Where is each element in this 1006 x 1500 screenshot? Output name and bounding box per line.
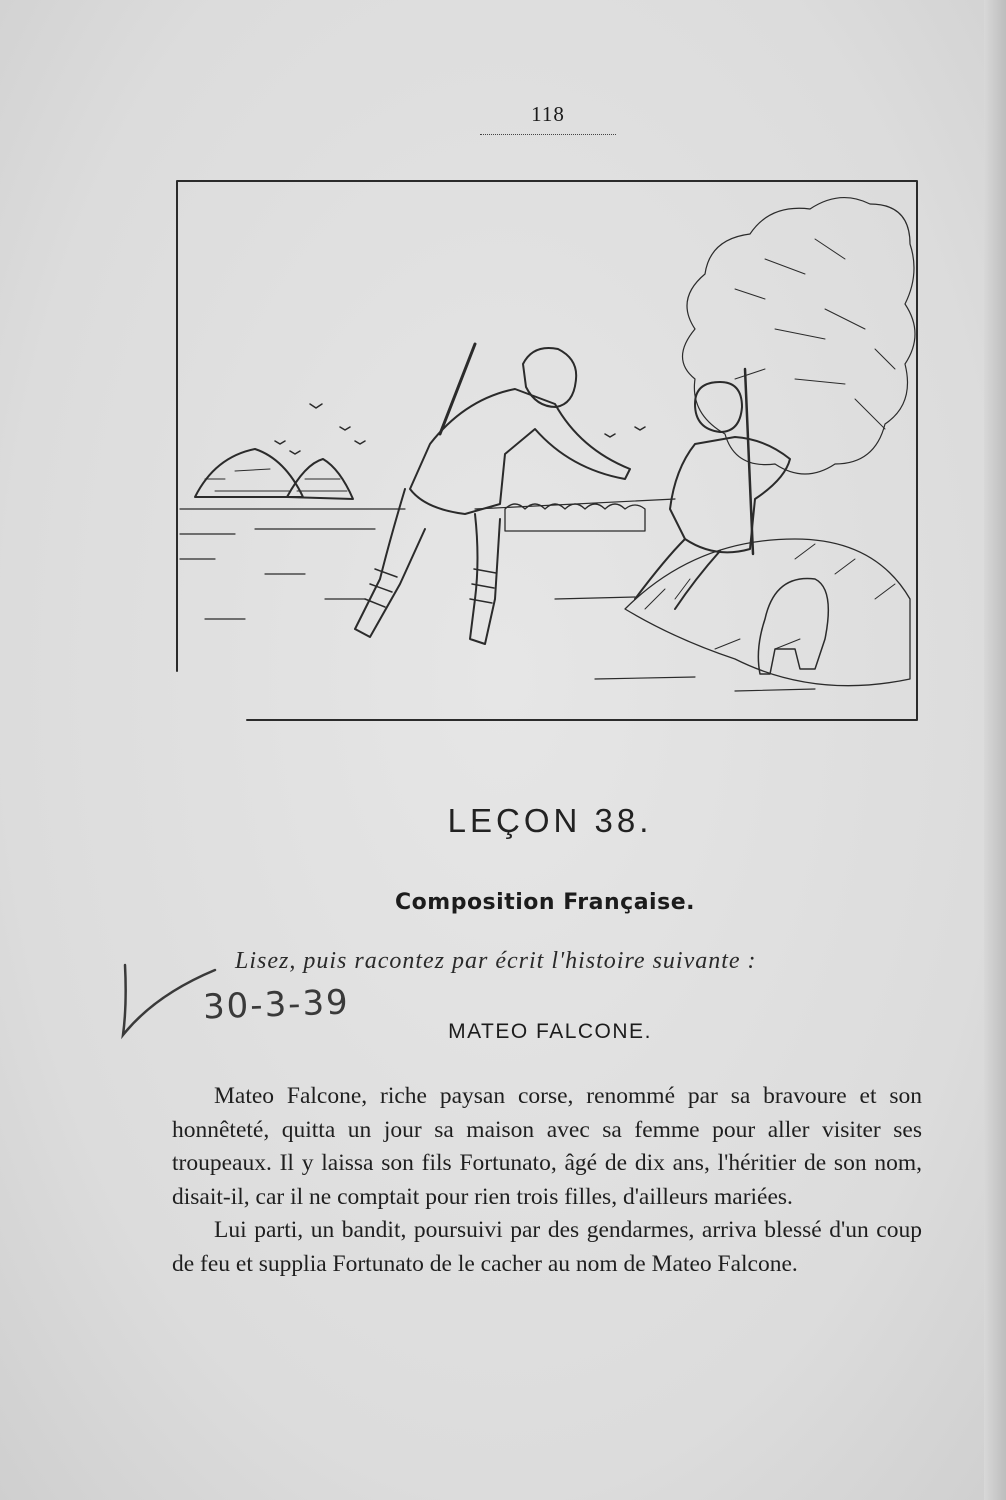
man-head	[523, 348, 576, 407]
story-paragraph: Mateo Falcone, riche paysan corse, renommé par sa bravoure et son honnêteté, quitta un jour sa maison avec sa femme pour aller visiter ses troupeaux. Il y laissa son fils Fortunato, âgé de dix ans, l'héritier de son nom, disait-il, car il ne comptait pour rien trois filles, d'ailleurs mariées.	[172, 1083, 922, 1210]
boy-body	[670, 437, 790, 552]
handwritten-date: 30-3-39	[202, 982, 351, 1028]
sheep-flock	[505, 504, 645, 531]
page-number: 118	[531, 102, 565, 126]
sheep	[758, 579, 828, 675]
illustration-frame	[177, 181, 917, 720]
man-gun	[440, 344, 475, 434]
lesson-illustration	[175, 179, 920, 722]
page-edge	[984, 0, 1006, 1500]
story-body	[172, 1080, 922, 1281]
boy-head	[695, 382, 742, 432]
story-paragraph: Lui parti, un bandit, poursuivi par des gendarmes, arriva blessé d'un coup de feu et supplia Fortunato de le cacher au nom de Mateo Falcone.	[172, 1217, 922, 1277]
page-number-rule	[480, 134, 616, 135]
section-title: Composition Française.	[395, 890, 695, 915]
illustration-drawing	[175, 179, 920, 722]
man-legs	[355, 489, 500, 644]
haystack-left	[195, 449, 303, 497]
lesson-title: LEÇON 38.	[447, 802, 653, 839]
story-title: MATEO FALCONE.	[448, 1020, 652, 1043]
man-body	[410, 389, 630, 514]
instruction-text: Lisez, puis racontez par écrit l'histoire suivante :	[235, 948, 757, 974]
